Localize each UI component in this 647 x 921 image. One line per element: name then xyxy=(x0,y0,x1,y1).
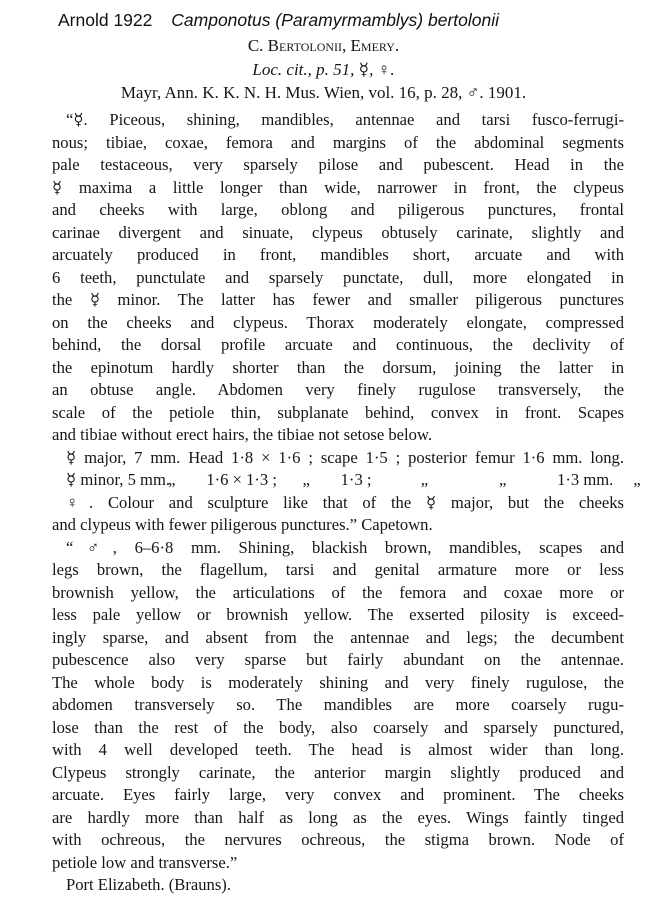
minor-size: ☿ minor, 5 mm. xyxy=(66,470,171,489)
text-line: are hardly more than half as long as the eyes. Wings faintly tinged xyxy=(52,807,624,827)
text-line: nous; tibiae, coxae, femora and margins of the abdominal segments xyxy=(52,132,624,152)
text-line: arcuately produced in front, mandibles short, arcuate and with xyxy=(52,245,624,264)
locality: Port Elizabeth. (Brauns). xyxy=(66,875,231,894)
species-title-text: C. Bertolonii, Emery. xyxy=(247,36,400,55)
author-year: Arnold 1922 xyxy=(58,10,153,30)
text-line: with 4 well developed teeth. The head is almost wider than long. xyxy=(52,740,624,759)
species-name: Camponotus (Paramyrmamblys) bertolonii xyxy=(171,10,500,30)
ditto-mark: „ xyxy=(302,470,310,489)
text-line: with ochreous, the nervures ochreous, the stigma brown. Node of xyxy=(52,830,624,849)
text-line: pubescence also very sparse but fairly abundant on the antennae. xyxy=(52,650,624,669)
text-line: arcuate. Eyes fairly large, very convex and prominent. The cheeks xyxy=(52,785,624,804)
text-line: The whole body is moderately shining and very finely rugulose, the xyxy=(52,672,624,692)
worker-description xyxy=(52,109,641,897)
text-line: and clypeus with fewer piligerous punctures.” Capetown. xyxy=(52,515,433,534)
text-line: on the cheeks and clypeus. Thorax moderately elongate, compressed xyxy=(52,312,624,332)
text-line: “☿. Piceous, shining, mandibles, antennae and tarsi fusco-ferrugi- xyxy=(66,110,624,129)
text-line: an obtuse angle. Abdomen very finely rugulose transversely, the xyxy=(52,380,624,399)
text-line: brownish yellow, the articulations of the femora and coxae more or xyxy=(52,582,624,602)
text-line: Clypeus strongly carinate, the anterior margin slightly produced and xyxy=(52,762,624,782)
text-line: and tibiae without erect hairs, the tibiae not setose below. xyxy=(52,425,433,444)
text-line: carinae divergent and sinuate, clypeus obtusely carinate, slightly and xyxy=(52,222,624,242)
species-title xyxy=(0,36,647,56)
text-line: 6 teeth, punctulate and sparsely punctate, dull, more elongated in xyxy=(52,267,624,287)
minor-scape: 1·3 ; xyxy=(340,470,372,489)
ditto-mark: „ xyxy=(633,470,641,489)
text-line: lose than the rest of the body, also coarsely and sparsely punctured, xyxy=(52,717,624,737)
text-line: the ☿ minor. The latter has fewer and smaller piligerous punctures xyxy=(52,290,624,309)
page-header xyxy=(58,10,499,31)
location-citation: Loc. cit., p. 51, ☿, ♀. xyxy=(252,60,395,79)
text-line: “♂, 6–6·8 mm. Shining, blackish brown, mandibles, scapes and xyxy=(66,537,624,557)
text-line: ♀. Colour and sculpture like that of the ☿ major, but the cheeks xyxy=(66,492,624,512)
text-line: ingly sparse, and absent from the antennae and legs; the decumbent xyxy=(52,627,624,647)
ditto-mark: „ xyxy=(168,470,176,489)
text-line: less pale yellow or brownish yellow. The exserted pilosity is exceed- xyxy=(52,605,624,624)
ditto-mark: „ xyxy=(498,470,507,489)
measurement-minor xyxy=(52,469,641,492)
measurement-major: ☿ major, 7 mm. Head 1·8 × 1·6 ; scape 1·5 ; posterior femur 1·6 mm. long. xyxy=(66,447,624,467)
reference-citation: Mayr, Ann. K. K. N. H. Mus. Wien, vol. 16, p. 28, ♂. 1901. xyxy=(120,83,527,102)
text-line: scale of the petiole thin, subplanate behind, convex in front. Scapes xyxy=(52,402,624,422)
text-line: ☿ maxima a little longer than wide, narrower in front, the clypeus xyxy=(52,177,624,197)
minor-head: 1·6 × 1·3 ; xyxy=(206,470,277,489)
text-line: and cheeks with large, oblong and piligerous punctures, frontal xyxy=(52,200,624,219)
ditto-mark: „ xyxy=(420,470,429,489)
text-line: legs brown, the flagellum, tarsi and genital armature more or less xyxy=(52,560,624,579)
text-line: petiole low and transverse.” xyxy=(52,852,238,872)
text-line: abdomen transversely so. The mandibles are more coarsely rugu- xyxy=(52,695,624,714)
text-line: pale testaceous, very sparsely pilose and pubescent. Head in the xyxy=(52,155,624,174)
text-line: the epinotum hardly shorter than the dorsum, joining the latter in xyxy=(52,357,624,377)
minor-femur: 1·3 mm. xyxy=(557,470,614,489)
text-line: behind, the dorsal profile arcuate and continuous, the declivity of xyxy=(52,335,624,354)
